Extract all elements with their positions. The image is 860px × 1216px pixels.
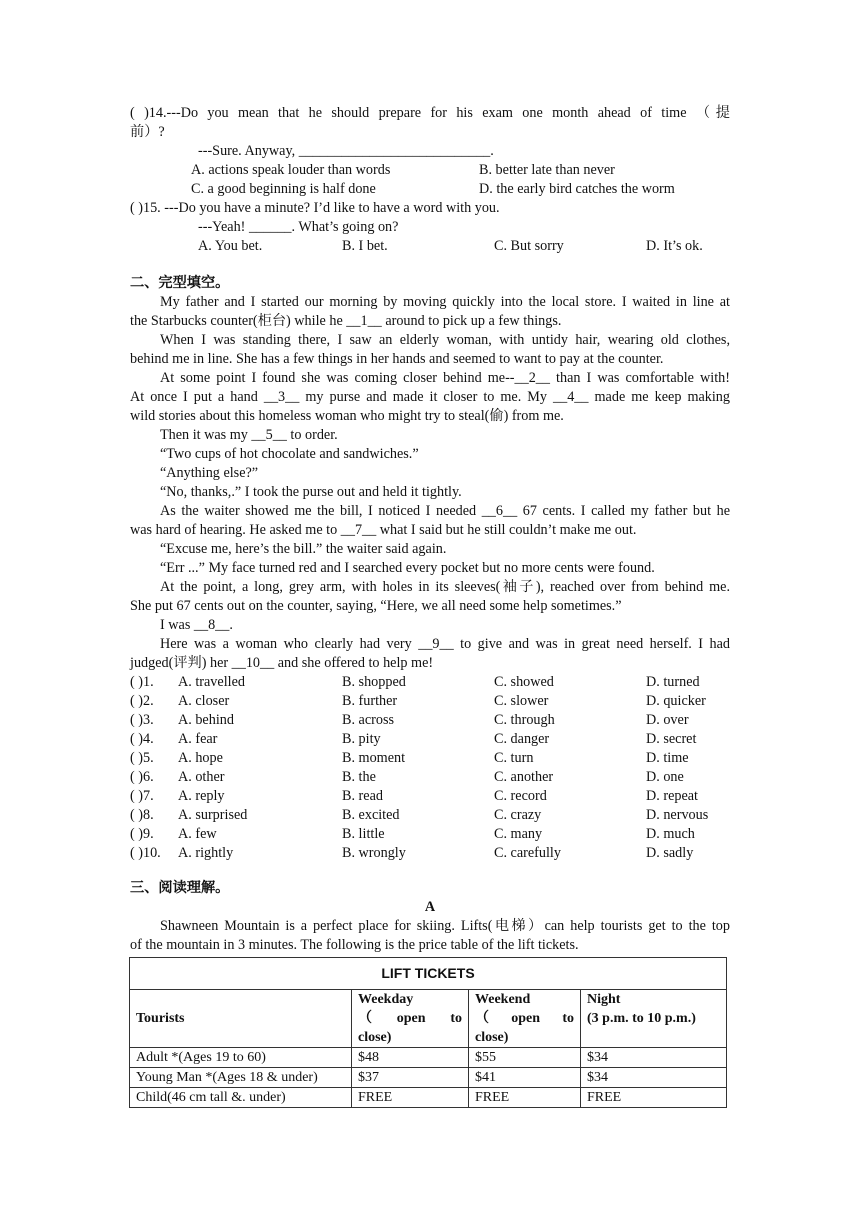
option-a: A. few [178, 826, 217, 842]
passage-line: She put 67 cents out on the counter, saying, “Here, we all need some help sometimes.” [130, 598, 622, 614]
section-2-heading: 二、完型填空。 [130, 275, 230, 291]
question-14-options-ab [130, 161, 730, 180]
option-c: C. turn [494, 750, 534, 766]
option-d: D. time [646, 750, 689, 766]
option-c: C. carefully [494, 845, 561, 861]
option-c: C. But sorry [494, 238, 564, 254]
option-c: C. record [494, 788, 547, 804]
question-number: ( )1. [130, 674, 154, 690]
question-number: ( )6. [130, 769, 154, 785]
passage-line: “Excuse me, here’s the bill.” the waiter said again. [160, 541, 447, 557]
option-b: B. across [342, 712, 395, 728]
option-b: B. the [342, 769, 376, 785]
option-a: A. hope [178, 750, 223, 766]
cell-weekday: FREE [352, 1088, 469, 1108]
cell-weekend: $41 [469, 1068, 581, 1088]
ticket-row [130, 1068, 727, 1088]
question-15-stem: ( )15. ---Do you have a minute? I’d like to have a word with you. [130, 200, 500, 216]
option-a: A. closer [178, 693, 230, 709]
cell-who: Child(46 cm tall &. under) [130, 1088, 352, 1108]
table-title: LIFT TICKETS [130, 958, 727, 990]
section-3-heading: 三、阅读理解。 [130, 880, 230, 896]
cell-who: Young Man *(Ages 18 & under) [130, 1068, 352, 1088]
passage-line: “Anything else?” [160, 465, 259, 481]
cloze-option-row [130, 711, 730, 730]
option-c: C. danger [494, 731, 550, 747]
passage-line: At the point, a long, grey arm, with holes in its sleeves(袖子), reached over from behind me. [160, 579, 730, 595]
question-number: ( )5. [130, 750, 154, 766]
option-a: A. other [178, 769, 225, 785]
passage-line: Here was a woman who clearly had very __9__ to give and was in great need herself. I had [160, 636, 730, 652]
option-b: B. read [342, 788, 383, 804]
option-a: A. reply [178, 788, 225, 804]
passage-line: judged(评判) her __10__ and she offered to help me! [130, 655, 434, 671]
option-a: A. You bet. [198, 238, 263, 254]
option-c: C. showed [494, 674, 554, 690]
option-d: D. over [646, 712, 689, 728]
close-text: close) [475, 1030, 509, 1045]
passage-line: When I was standing there, I saw an elderly woman, with untidy hair, wearing old clothes, [160, 332, 730, 348]
question-14-options-cd [130, 180, 730, 199]
cloze-option-row [130, 806, 730, 825]
cell-night: FREE [581, 1088, 727, 1108]
header-weekend-label: Weekend [475, 992, 531, 1007]
cell-night: $34 [581, 1068, 727, 1088]
option-d: D. sadly [646, 845, 694, 861]
passage-line: “Two cups of hot chocolate and sandwiches.” [160, 446, 419, 462]
question-number: ( )8. [130, 807, 154, 823]
question-number: ( )9. [130, 826, 154, 842]
worksheet [130, 104, 730, 955]
header-weekend-sub [475, 1009, 574, 1028]
cell-weekday: $48 [352, 1048, 469, 1068]
header-tourists: Tourists [130, 990, 352, 1048]
option-b: B. better late than never [479, 162, 615, 178]
ticket-rows [130, 1048, 727, 1108]
to-text: to [562, 1011, 574, 1026]
cell-who: Adult *(Ages 19 to 60) [130, 1048, 352, 1068]
option-c: C. a good beginning is half done [191, 181, 376, 197]
option-d: D. It’s ok. [646, 238, 703, 254]
passage-label: A [424, 899, 436, 915]
option-c: C. many [494, 826, 543, 842]
option-d: D. much [646, 826, 695, 842]
question-14-answer-line: ---Sure. Anyway, ___________________________. [198, 143, 494, 159]
header-weekday-label: Weekday [358, 992, 414, 1007]
passage-line: “No, thanks,.” I took the purse out and held it tightly. [160, 484, 462, 500]
passage-line: Then it was my __5__ to order. [160, 427, 338, 443]
option-b: B. wrongly [342, 845, 406, 861]
reading-line: Shawneen Mountain is a perfect place for skiing. Lifts(电梯）can help tourists get to the top [160, 918, 730, 934]
option-d: D. turned [646, 674, 700, 690]
option-d: D. secret [646, 731, 697, 747]
header-night-label: Night [587, 992, 621, 1007]
option-b: B. excited [342, 807, 400, 823]
passage-line: As the waiter showed me the bill, I noticed I needed __6__ 67 cents. I called my father but he [160, 503, 730, 519]
header-night [581, 990, 727, 1048]
option-a: A. rightly [178, 845, 234, 861]
passage-line: wild stories about this homeless woman who might try to steal(偷) from me. [130, 408, 564, 424]
question-number: ( )7. [130, 788, 154, 804]
ticket-row [130, 1048, 727, 1068]
question-15-options [130, 237, 730, 256]
question-number: ( )3. [130, 712, 154, 728]
cloze-option-row [130, 692, 730, 711]
passage-line: behind me in line. She has a few things in her hands and seemed to want to pay at the counter. [130, 351, 664, 367]
close-text: close) [358, 1030, 392, 1045]
cell-weekend: FREE [469, 1088, 581, 1108]
option-b: B. little [342, 826, 385, 842]
passage-line: was hard of hearing. He asked me to __7__ what I said but he still couldn’t make me out. [130, 522, 637, 538]
option-c: C. through [494, 712, 555, 728]
option-a: A. surprised [178, 807, 248, 823]
question-14-stem-cont: 前）? [130, 124, 165, 140]
option-a: A. behind [178, 712, 234, 728]
option-d: D. nervous [646, 807, 709, 823]
option-b: B. I bet. [342, 238, 388, 254]
option-d: D. one [646, 769, 684, 785]
option-b: B. shopped [342, 674, 406, 690]
header-weekday [352, 990, 469, 1048]
cloze-option-row [130, 673, 730, 692]
open-text: open [396, 1011, 426, 1026]
reading-line: of the mountain in 3 minutes. The following is the price table of the lift tickets. [130, 937, 579, 953]
cloze-option-row [130, 730, 730, 749]
question-number: ( )10. [130, 845, 161, 861]
cloze-options [130, 673, 730, 863]
option-b: B. moment [342, 750, 406, 766]
cell-weekday: $37 [352, 1068, 469, 1088]
cell-weekend: $55 [469, 1048, 581, 1068]
paren: （ [475, 1011, 489, 1026]
question-15-answer-line: ---Yeah! ______. What’s going on? [198, 219, 399, 235]
ticket-row [130, 1088, 727, 1108]
header-night-sub: (3 p.m. to 10 p.m.) [587, 1011, 696, 1026]
option-c: C. another [494, 769, 554, 785]
option-b: B. pity [342, 731, 381, 747]
cloze-option-row [130, 768, 730, 787]
cloze-option-row [130, 787, 730, 806]
option-c: C. slower [494, 693, 549, 709]
question-14-stem: ( )14.---Do you mean that he should prepare for his exam one month ahead of time （提 [130, 105, 730, 121]
passage-line: At some point I found she was coming closer behind me--__2__ than I was comfortable with! [160, 370, 730, 386]
question-number: ( )2. [130, 693, 154, 709]
option-a: A. travelled [178, 674, 245, 690]
cloze-option-row [130, 825, 730, 844]
cloze-option-row [130, 844, 730, 863]
lift-tickets-table [129, 957, 727, 1108]
cloze-passage [130, 293, 730, 673]
passage-line: I was __8__. [160, 617, 233, 633]
to-text: to [450, 1011, 462, 1026]
option-b: B. further [342, 693, 398, 709]
header-weekday-sub [358, 1009, 462, 1028]
option-d: D. repeat [646, 788, 698, 804]
open-text: open [511, 1011, 541, 1026]
passage-line: My father and I started our morning by moving quickly into the local store. I waited in line at [160, 294, 730, 310]
cell-night: $34 [581, 1048, 727, 1068]
passage-line: At once I put a hand __3__ my purse and made it closer to me. My __4__ made me keep making [130, 389, 730, 405]
passage-line: the Starbucks counter(柜台) while he __1__ around to pick up a few things. [130, 313, 562, 329]
question-number: ( )4. [130, 731, 154, 747]
option-a: A. fear [178, 731, 218, 747]
cloze-option-row [130, 749, 730, 768]
option-a: A. actions speak louder than words [191, 162, 391, 178]
paren: （ [358, 1011, 372, 1026]
option-d: D. the early bird catches the worm [479, 181, 675, 197]
option-c: C. crazy [494, 807, 542, 823]
passage-line: “Err ...” My face turned red and I searched every pocket but no more cents were found. [160, 560, 655, 576]
option-d: D. quicker [646, 693, 706, 709]
header-weekend [469, 990, 581, 1048]
